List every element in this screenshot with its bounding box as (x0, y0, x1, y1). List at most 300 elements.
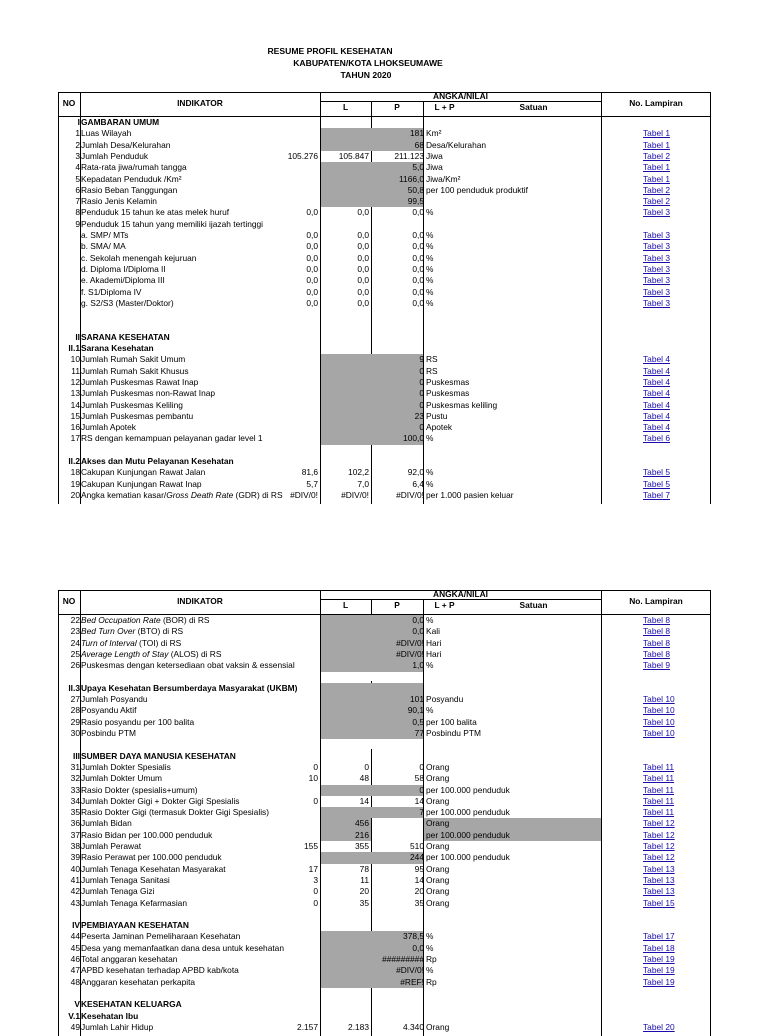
table-row (58, 999, 711, 1010)
table-row (58, 638, 711, 649)
unit-label: % (426, 615, 434, 625)
lampiran-link[interactable]: Tabel 3 (643, 263, 671, 274)
value-lp: 9 (419, 354, 424, 365)
unit-label: Jiwa/Km² (426, 173, 461, 184)
lampiran-link[interactable]: Tabel 2 (643, 184, 671, 195)
lampiran-link[interactable]: Tabel 8 (643, 648, 671, 659)
value-p: 78 (359, 863, 369, 874)
value-p: 14 (359, 795, 369, 806)
indicator-text: Rasio Dokter (spesialis+umum) (81, 784, 198, 795)
unit-label: per 100 balita (426, 716, 477, 727)
indicator-label (81, 287, 142, 298)
unit-label: per 100.000 penduduk (426, 829, 510, 840)
unit-label: % (426, 286, 434, 297)
unit-label: per 100 penduduk produktif (426, 184, 528, 195)
indicator-label (81, 694, 148, 705)
value-l: 81,6 (301, 467, 318, 478)
row-number: 1 (75, 128, 80, 139)
indicator-text: APBD kesehatan terhadap APBD kab/kota (81, 965, 239, 976)
indicator-label (81, 162, 187, 173)
indicator-label (81, 196, 157, 207)
lampiran-link[interactable]: Tabel 5 (643, 467, 671, 478)
row-number: 36 (70, 818, 80, 829)
indicator-text: Jumlah Puskesmas pembantu (81, 410, 194, 421)
unit-label: Puskesmas keliling (426, 399, 498, 410)
row-number: 39 (70, 852, 80, 863)
lampiran-link[interactable]: Tabel 3 (643, 230, 671, 240)
indicator-text: Sarana Kesehatan (81, 343, 154, 353)
table-row (58, 920, 711, 931)
lampiran-link[interactable]: Tabel 13 (643, 874, 675, 885)
lampiran-link[interactable]: Tabel 5 (643, 478, 671, 489)
row-number: 49 (70, 1021, 80, 1032)
value-lp: 244 (410, 852, 424, 863)
row-number: 35 (70, 807, 80, 818)
value-l: 0,0 (306, 275, 318, 286)
table-row (58, 660, 711, 671)
unit-label: % (426, 433, 434, 444)
row-number: 3 (75, 150, 80, 161)
lampiran-link[interactable]: Tabel 11 (643, 784, 675, 795)
indicator-label (81, 117, 159, 128)
row-number: II (75, 331, 80, 342)
value-p: 7,0 (357, 478, 369, 489)
table-page-2 (58, 589, 711, 1032)
table-row (58, 830, 711, 841)
unit-label: Orang (426, 795, 450, 806)
value-p: 0,0 (357, 241, 369, 252)
lampiran-link[interactable]: Tabel 1 (643, 162, 671, 173)
table-row (58, 456, 711, 467)
lampiran-link[interactable]: Tabel 8 (643, 615, 671, 625)
table-row (58, 354, 711, 365)
value-p: 11 (360, 874, 369, 885)
row-number: 19 (70, 478, 80, 489)
indicator-suffix: (GDR) di RS (233, 489, 283, 500)
row-number: 33 (70, 784, 80, 795)
row-number: 31 (70, 761, 80, 772)
indicator-label (81, 920, 189, 931)
lampiran-link[interactable]: Tabel 4 (643, 354, 671, 365)
lampiran-link[interactable]: Tabel 1 (643, 139, 671, 150)
value-lp: #DIV/0! (396, 637, 424, 648)
value-lp: 0 (419, 388, 424, 399)
table-row (58, 672, 711, 683)
indicator-text: RS dengan kemampuan pelayanan gadar level 1 (81, 433, 263, 444)
lampiran-link[interactable]: Tabel 4 (643, 365, 671, 376)
lampiran-link[interactable]: Tabel 4 (643, 376, 671, 387)
value-lp: 211.123 (394, 150, 424, 161)
lampiran-link[interactable]: Tabel 20 (643, 1021, 675, 1032)
indicator-label (81, 649, 221, 660)
table-row (58, 864, 711, 875)
row-number: 20 (70, 489, 80, 500)
table-row (58, 931, 711, 942)
indicator-label (81, 490, 283, 501)
row-number: 5 (75, 173, 80, 184)
value-lp: 0,0 (412, 626, 424, 637)
value-lp: 0,0 (412, 286, 424, 297)
lampiran-link[interactable]: Tabel 13 (643, 886, 675, 897)
table-row (58, 988, 711, 999)
row-number: 8 (75, 207, 80, 218)
value-lp: #DIV/0! (396, 965, 424, 976)
row-number: 24 (70, 637, 80, 648)
indicator-text: KESEHATAN KELUARGA (81, 999, 182, 1010)
table-row (58, 174, 711, 185)
indicator-label (81, 626, 183, 637)
indicator-label (81, 219, 263, 230)
indicator-text: g. S2/S3 (Master/Doktor) (81, 297, 174, 308)
value-p: #DIV/0! (341, 489, 369, 500)
indicator-text: Akses dan Mutu Pelayanan Kesehatan (81, 456, 234, 466)
lampiran-link[interactable]: Tabel 4 (643, 422, 671, 433)
indicator-label (81, 954, 177, 965)
row-number: 29 (70, 716, 80, 727)
indicator-suffix: (ALOS) di RS (168, 648, 222, 659)
indicator-text: Penduduk 15 tahun yang memiliki ijazah tertinggi (81, 218, 264, 229)
lampiran-link[interactable]: Tabel 18 (643, 942, 675, 953)
value-lp: 0 (419, 761, 424, 772)
row-number: III (73, 750, 80, 761)
table-row (58, 196, 711, 207)
lampiran-link[interactable]: Tabel 11 (643, 773, 675, 784)
unit-label: Orang (426, 863, 450, 874)
indicator-text: GAMBARAN UMUM (81, 117, 160, 127)
unit-label: Hari (426, 637, 442, 648)
indicator-label (81, 411, 193, 422)
indicator-text: Jumlah Tenaga Gizi (81, 886, 155, 897)
table-row (58, 162, 711, 173)
row-number: 45 (70, 942, 80, 953)
table-page-1 (58, 91, 711, 500)
value-lp: 6,4 (412, 478, 424, 489)
lampiran-link[interactable]: Tabel 7 (643, 489, 671, 500)
value-p: 0,0 (357, 207, 369, 218)
indicator-text: PEMBIAYAAN KESEHATAN (81, 920, 189, 931)
indicator-text: Rasio Jenis Kelamin (81, 196, 157, 207)
lampiran-link[interactable]: Tabel 10 (643, 728, 675, 738)
value-lp: 0,0 (412, 942, 424, 953)
indicator-italic-term: Turn of Interval (81, 637, 137, 648)
lampiran-link[interactable]: Tabel 4 (643, 388, 671, 399)
indicator-label (81, 230, 128, 241)
table-row (58, 954, 711, 965)
indicator-text: Jumlah Bidan (81, 818, 132, 829)
row-number: 13 (70, 388, 80, 399)
indicator-label (81, 1011, 138, 1022)
lampiran-link[interactable]: Tabel 11 (643, 761, 675, 772)
indicator-label (81, 388, 215, 399)
value-l: 17 (308, 863, 318, 874)
indicator-text: Rasio Beban Tanggungan (81, 184, 178, 195)
indicator-label (81, 479, 202, 490)
indicator-label (81, 830, 212, 841)
value-p: 456 (355, 818, 369, 829)
value-lp: 5,0 (412, 162, 424, 173)
value-p: 0,0 (357, 252, 369, 263)
lampiran-link[interactable]: Tabel 10 (643, 716, 675, 727)
value-p: 0 (364, 761, 369, 772)
indicator-text: Rata-rata jiwa/rumah tangga (81, 162, 187, 173)
row-number: 32 (70, 773, 80, 784)
unit-label: Rp (426, 954, 437, 964)
lampiran-link[interactable]: Tabel 11 (643, 795, 675, 806)
value-l: 0,0 (306, 241, 318, 252)
indicator-label (81, 660, 295, 671)
indicator-text: Cakupan Kunjungan Rawat Jalan (81, 467, 206, 478)
lampiran-link[interactable]: Tabel 10 (643, 705, 675, 716)
indicator-label (81, 977, 195, 988)
value-l: 0 (313, 795, 318, 806)
lampiran-link[interactable]: Tabel 3 (643, 241, 671, 252)
unit-label: Km² (426, 128, 442, 139)
header-lampiran: No. Lampiran (629, 596, 683, 606)
lampiran-link[interactable]: Tabel 9 (643, 660, 671, 671)
indicator-text: Puskesmas dengan ketersediaan obat vaksin & essensial (81, 660, 295, 671)
indicator-suffix: (TOI) di RS (136, 637, 182, 648)
table-row (58, 140, 711, 151)
value-lp: #DIV/0! (396, 648, 424, 659)
row-number: 44 (70, 931, 80, 942)
row-number: 26 (70, 660, 80, 671)
value-l: 0,0 (306, 252, 318, 263)
value-lp: 101 (410, 694, 424, 705)
lampiran-link[interactable]: Tabel 3 (643, 275, 671, 286)
indicator-label (81, 999, 182, 1010)
lampiran-link[interactable]: Tabel 12 (643, 841, 675, 851)
indicator-label (81, 965, 239, 976)
indicator-label (81, 174, 182, 185)
indicator-label (81, 807, 269, 818)
lampiran-link[interactable]: Tabel 4 (643, 410, 671, 421)
unit-label: Jiwa (426, 150, 443, 161)
value-lp: 0 (419, 365, 424, 376)
indicator-label (81, 275, 165, 286)
value-p: 0,0 (357, 297, 369, 308)
unit-label: Orang (426, 761, 450, 772)
lampiran-link[interactable]: Tabel 12 (643, 818, 675, 829)
unit-label: % (426, 263, 434, 274)
indicator-text: Posyandu Aktif (81, 705, 137, 716)
table-row (58, 977, 711, 988)
table-row (58, 388, 711, 399)
header-lp: L + P (434, 102, 455, 112)
table-row (58, 875, 711, 886)
indicator-text: b. SMA/ MA (81, 241, 126, 252)
lampiran-link[interactable]: Tabel 2 (643, 150, 671, 161)
row-number: I (77, 117, 80, 127)
table-row (58, 433, 711, 444)
table-row (58, 909, 711, 920)
lampiran-link[interactable]: Tabel 11 (643, 807, 675, 818)
value-lp: 100,0 (403, 433, 424, 444)
table-row (58, 411, 711, 422)
table-row (58, 762, 711, 773)
row-number: 23 (70, 626, 80, 637)
row-number: 11 (71, 365, 80, 376)
lampiran-link[interactable]: Tabel 19 (643, 976, 675, 987)
indicator-label (81, 264, 166, 275)
unit-label: Posyandu (426, 694, 464, 705)
indicator-text: Jumlah Penduduk (81, 150, 149, 161)
indicator-label (81, 298, 174, 309)
table-row (58, 751, 711, 762)
value-lp: 95 (414, 863, 424, 874)
header-lp: L + P (434, 600, 455, 610)
indicator-text: Cakupan Kunjungan Rawat Inap (81, 478, 202, 489)
unit-label: per 1.000 pasien keluar (426, 489, 514, 500)
value-p: 0,0 (357, 286, 369, 297)
row-number: 47 (70, 965, 80, 976)
indicator-text: c. Sekolah menengah kejuruan (81, 252, 197, 263)
value-l: 155 (304, 841, 318, 851)
table-row (58, 705, 711, 716)
value-l: 0,0 (306, 207, 318, 218)
row-number: 2 (75, 139, 80, 150)
lampiran-link[interactable]: Tabel 8 (643, 637, 671, 648)
lampiran-link[interactable]: Tabel 4 (643, 399, 671, 410)
value-p: 105.847 (338, 150, 369, 161)
lampiran-link[interactable]: Tabel 3 (643, 286, 671, 297)
value-lp: 510 (410, 841, 424, 851)
row-number: 40 (70, 863, 80, 874)
lampiran-link[interactable]: Tabel 15 (643, 897, 675, 908)
table-row (58, 230, 711, 241)
table-row (58, 253, 711, 264)
value-p: 35 (359, 897, 369, 908)
lampiran-link[interactable]: Tabel 3 (643, 252, 671, 263)
row-number: 17 (70, 433, 80, 444)
indicator-text: Kesehatan Ibu (81, 1010, 139, 1021)
lampiran-link[interactable]: Tabel 12 (643, 852, 675, 863)
table-row (58, 275, 711, 286)
header-p: P (394, 102, 400, 112)
header-l: L (342, 102, 349, 112)
header-satuan: Satuan (519, 102, 548, 112)
row-number: II.1 (68, 343, 80, 353)
row-number: 9 (75, 218, 80, 229)
table-row (58, 490, 711, 501)
value-p: 0,0 (357, 263, 369, 274)
row-number: 15 (70, 410, 80, 421)
indicator-text: Jumlah Rumah Sakit Khusus (81, 365, 189, 376)
value-lp: 90,1 (407, 705, 424, 716)
table-header (58, 590, 711, 615)
indicator-text: Jumlah Puskesmas non-Rawat Inap (81, 388, 216, 399)
indicator-text: Jumlah Lahir Hidup (81, 1021, 154, 1032)
indicator-label (81, 422, 136, 433)
table-row (58, 400, 711, 411)
lampiran-link[interactable]: Tabel 3 (643, 207, 671, 218)
value-lp: 0,5 (412, 716, 424, 727)
row-number: 12 (70, 376, 80, 387)
value-lp: 4.340 (403, 1021, 424, 1032)
table-row (58, 773, 711, 784)
value-l: 0,0 (306, 230, 318, 240)
table-row (58, 841, 711, 852)
lampiran-link[interactable]: Tabel 6 (643, 433, 671, 444)
table-row (58, 898, 711, 909)
unit-label: Pustu (426, 410, 448, 421)
indicator-text: Jumlah Dokter Spesialis (81, 761, 171, 772)
lampiran-link[interactable]: Tabel 10 (643, 694, 675, 705)
indicator-label (81, 818, 132, 829)
indicator-label (81, 852, 222, 863)
value-lp: 0 (419, 422, 424, 433)
unit-label: % (426, 965, 434, 976)
lampiran-link[interactable]: Tabel 17 (643, 931, 675, 942)
title-line-1: RESUME PROFIL KESEHATAN (267, 46, 393, 56)
table-row (58, 615, 711, 626)
unit-label: % (426, 942, 434, 953)
lampiran-link[interactable]: Tabel 13 (643, 863, 675, 874)
table-row (58, 694, 711, 705)
row-number: 41 (70, 874, 80, 885)
lampiran-link[interactable]: Tabel 2 (643, 196, 671, 207)
indicator-label (81, 366, 189, 377)
lampiran-link[interactable]: Tabel 1 (643, 173, 671, 184)
header-p: P (394, 600, 400, 610)
value-lp: 92,0 (407, 467, 424, 478)
value-l: 0 (313, 886, 318, 897)
row-number: V.1 (68, 1010, 80, 1021)
table-row (58, 807, 711, 818)
indicator-label (81, 377, 198, 388)
header-satuan: Satuan (519, 600, 548, 610)
indicator-text: Jumlah Dokter Gigi + Dokter Gigi Spesialis (81, 795, 240, 806)
value-l: 105.276 (287, 150, 318, 161)
value-lp: 0,0 (412, 263, 424, 274)
unit-label: % (426, 230, 434, 240)
indicator-label (81, 354, 185, 365)
title-line-3: TAHUN 2020 (340, 70, 392, 80)
row-number: 22 (70, 615, 80, 625)
unit-label: Posbindu PTM (426, 728, 481, 738)
indicator-text: Jumlah Tenaga Kesehatan Masyarakat (81, 863, 226, 874)
indicator-label (81, 898, 187, 909)
table-row (58, 320, 711, 331)
row-number: 42 (70, 886, 80, 897)
table-row (58, 479, 711, 490)
unit-label: Orang (426, 886, 450, 897)
indicator-italic-term: Gross Death Rate (166, 489, 234, 500)
unit-label: Puskesmas (426, 376, 470, 387)
unit-label: per 100.000 penduduk (426, 784, 510, 795)
lampiran-link[interactable]: Tabel 19 (643, 954, 675, 964)
table-row (58, 422, 711, 433)
lampiran-link[interactable]: Tabel 12 (643, 829, 675, 840)
table-row (58, 185, 711, 196)
indicator-text: Jumlah Desa/Kelurahan (81, 139, 171, 150)
lampiran-link[interactable]: Tabel 3 (643, 297, 671, 308)
unit-label: Orang (426, 818, 450, 829)
row-number: 16 (70, 422, 80, 433)
lampiran-link[interactable]: Tabel 8 (643, 626, 671, 637)
table-row (58, 818, 711, 829)
value-l: 2.157 (297, 1021, 318, 1032)
indicator-label (81, 241, 126, 252)
unit-label: Orang (426, 841, 450, 851)
row-number: V (74, 999, 80, 1010)
indicator-text: Kepadatan Penduduk /Km² (81, 173, 182, 184)
lampiran-link[interactable]: Tabel 19 (643, 965, 675, 976)
lampiran-link[interactable]: Tabel 1 (643, 128, 671, 139)
table-row (58, 207, 711, 218)
value-p: 355 (355, 841, 369, 851)
indicator-label (81, 253, 196, 264)
indicator-text: Desa yang memanfaatkan dana desa untuk kesehatan (81, 942, 284, 953)
